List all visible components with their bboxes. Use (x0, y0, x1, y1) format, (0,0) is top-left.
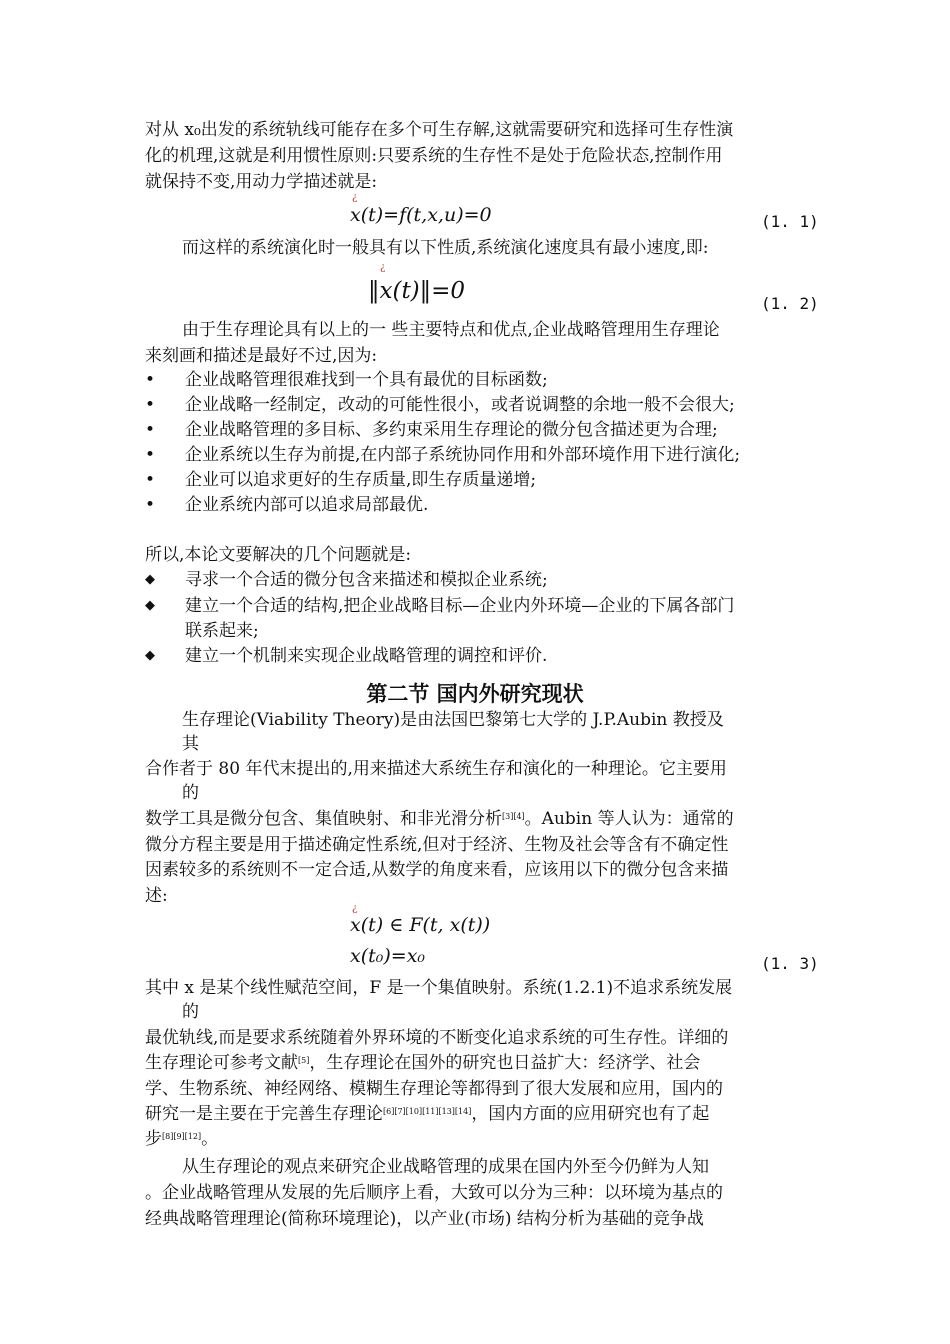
list-item: 建立一个合适的结构,把企业战略目标—企业内外环境—企业的下属各部门 (185, 596, 735, 616)
diamond-icon: ◆ (145, 572, 155, 587)
para3-line-3-rest: ，生存理论在国外的研究也日益扩大：经济学、社会 (309, 1053, 701, 1073)
para2-line-3-rest: 。Aubin 等人认为：通常的 (524, 809, 734, 829)
list-item: 企业系统内部可以追求局部最优. (185, 495, 429, 515)
list-item: 建立一个机制来实现企业战略管理的调控和评价. (185, 646, 548, 666)
intro-line-3: 就保持不变,用动力学描述就是: (145, 172, 378, 192)
para3-line-5 (145, 1102, 709, 1126)
equation-3-line-1: x(t) ∈ F(t, x(t)) (350, 914, 491, 936)
list-item: 企业战略管理很难找到一个具有最优的目标函数; (185, 370, 548, 390)
citation-ref: [5] (298, 1056, 310, 1065)
diamond-icon: ◆ (145, 648, 155, 663)
para3-line-6-text: 步 (145, 1129, 162, 1149)
intro-line-1: 对从 x₀出发的系统轨线可能存在多个可生存解,这就需要研究和选择可生存性演 (145, 120, 734, 140)
para3-line-6-rest: 。 (201, 1129, 219, 1149)
equation-1-mark: ¿ (352, 192, 358, 203)
para3-line-3-text: 生存理论可参考文献 (145, 1053, 298, 1073)
bullet-icon: • (145, 370, 156, 390)
bullet-icon: • (145, 395, 156, 415)
citation-ref: [8][9][12] (162, 1132, 202, 1141)
para2-line-3 (145, 807, 734, 831)
para2-line-5: 因素较多的系统则不一定合适,从数学的角度来看，应该用以下的微分包含来描 (145, 860, 729, 880)
bullet-icon: • (145, 420, 156, 440)
para3-line-2: 最优轨线,而是要求系统随着外界环境的不断变化追求系统的可生存性。详细的 (145, 1028, 729, 1048)
bullet-icon: • (145, 445, 156, 465)
equation-3-number: (1. 3) (761, 954, 819, 973)
citation-ref: [3][4] (502, 812, 525, 821)
intro-line-2: 化的机理,这就是利用惯性原则:只要系统的生存性不是处于危险状态,控制作用 (145, 146, 723, 166)
para2-line-2: 合作者于 80 年代末提出的,用来描述大系统生存和演化的一种理论。它主要用 (145, 759, 727, 779)
diamond-icon: ◆ (145, 598, 155, 613)
para2-line-1: 生存理论(Viability Theory)是由法国巴黎第七大学的 J.P.Aubin 教授及 (182, 710, 724, 730)
citation-ref: [6][7][10][11][13][14] (383, 1107, 472, 1116)
list-item: 寻求一个合适的微分包含来描述和模拟企业系统; (185, 570, 548, 590)
para3-line-5-text: 研究一是主要在于完善生存理论 (145, 1104, 383, 1124)
list-item: 企业战略管理的多目标、多约束采用生存理论的微分包含描述更为合理; (185, 420, 718, 440)
para4-line-3: 经典战略管理理论(简称环境理论)，以产业(市场) 结构分析为基础的竞争战 (145, 1209, 704, 1229)
para3-line-1-wrap: 的 (182, 1002, 199, 1022)
reason-line-2: 来刻画和描述是最好不过,因为: (145, 346, 378, 366)
equation-2-number: (1. 2) (761, 294, 819, 313)
para2-line-3-text: 数学工具是微分包含、集值映射、和非光滑分析 (145, 809, 502, 829)
bullet-icon: • (145, 495, 156, 515)
para3-line-4: 学、生物系统、神经网络、模糊生存理论等都得到了很大发展和应用，国内的 (145, 1079, 723, 1099)
list-item: 企业系统以生存为前提,在内部子系统协同作用和外部环境作用下进行演化; (185, 445, 741, 465)
equation-1-number: (1. 1) (761, 212, 819, 231)
bullet-icon: • (145, 470, 156, 490)
list-item: 企业可以追求更好的生存质量,即生存质量递增; (185, 470, 537, 490)
para2-line-4: 微分方程主要是用于描述确定性系统,但对于经济、生物及社会等含有不确定性 (145, 835, 729, 855)
equation-3-line-2: x(t₀)=x₀ (350, 945, 426, 967)
para3-line-3 (145, 1051, 700, 1075)
section-heading: 第二节 国内外研究现状 (366, 682, 584, 706)
para3-line-1: 其中 x 是某个线性赋范空间，F 是一个集值映射。系统(1.2.1)不追求系统发展 (145, 978, 733, 998)
para4-line-2: 。企业战略管理从发展的先后顺序上看，大致可以分为三种：以环境为基点的 (145, 1183, 723, 1203)
after-equation-1-text: 而这样的系统演化时一般具有以下性质,系统演化速度具有最小速度,即: (182, 238, 709, 258)
equation-2-mark: ¿ (380, 262, 386, 273)
equation-3-mark: ¿ (352, 903, 358, 914)
equation-1: x(t)=f(t,x,u)=0 (350, 204, 492, 226)
list-item: 企业战略一经制定，改动的可能性很小，或者说调整的余地一般不会很大; (185, 395, 735, 415)
para3-line-6 (145, 1127, 218, 1151)
list-item-continued: 联系起来; (185, 621, 259, 641)
para2-line-6: 述: (145, 886, 168, 906)
para2-line-1-wrap: 其 (182, 734, 199, 754)
reason-line-1: 由于生存理论具有以上的一 些主要特点和优点,企业战略管理用生存理论 (182, 320, 720, 340)
para3-line-5-rest: ，国内方面的应用研究也有了起 (471, 1104, 710, 1124)
para4-line-1: 从生存理论的观点来研究企业战略管理的成果在国内外至今仍鲜为人知 (182, 1157, 709, 1177)
equation-2: ‖x(t)‖=0 (368, 278, 466, 304)
problems-intro: 所以,本论文要解决的几个问题就是: (145, 545, 412, 565)
para2-line-2-wrap: 的 (182, 783, 199, 803)
